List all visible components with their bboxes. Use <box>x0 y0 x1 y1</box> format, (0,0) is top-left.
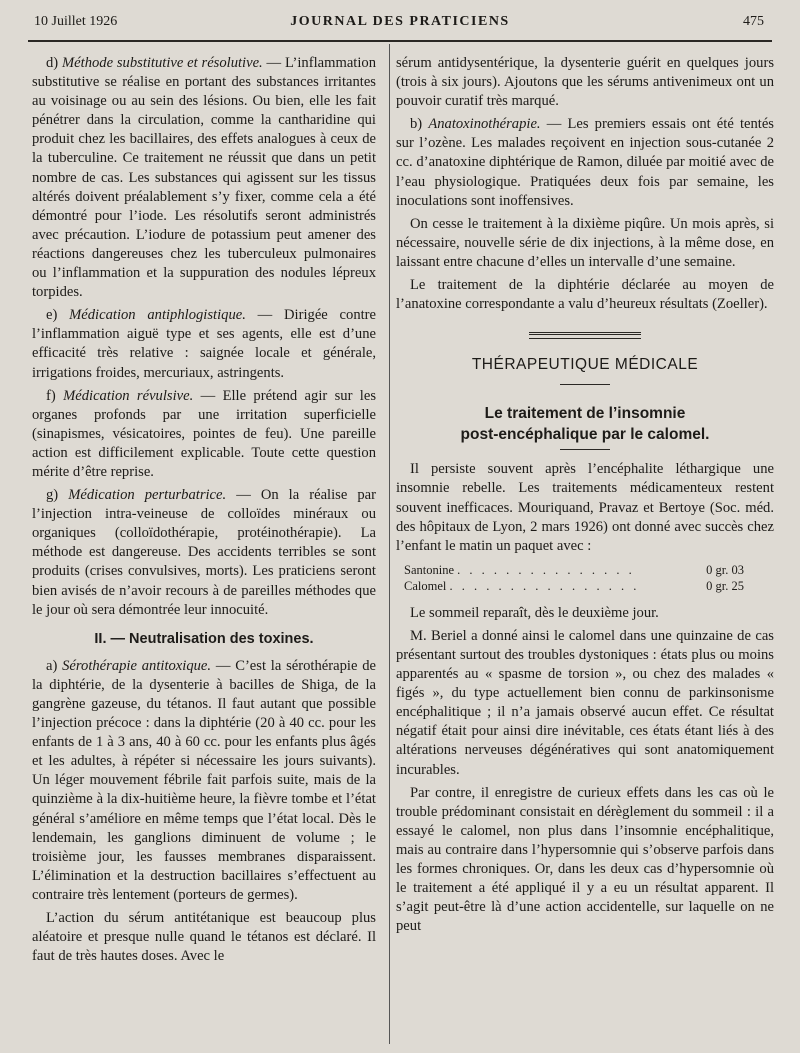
header-page-number: 475 <box>743 14 764 29</box>
article-title: Le traitement de l’insomnie post-encéphalique par le calomel. <box>460 405 710 444</box>
heading-d: Méthode substitutive et résolutive. <box>62 55 263 71</box>
paragraph-beriel: M. Beriel a donné ainsi le calomel dans une quinzaine de cas présentant surtout des troubles dystoniques : états plus ou moins apparentés au « spasme de torsion », ou chez des malades « figés », du type actuellement bien connu de parkinsonisme encéphalitique ; il n’a jamais observé aucun effet. Ce résultat négatif était pour ainsi dire inévitable, ces états étant liés à des altérations nerveuses dégénératives qui sont anatomiquement incurables. <box>396 627 774 778</box>
paragraph-b: b) Anatoxinothérapie. — Les premiers essais ont été tentés sur l’ozène. Les malades reçoivent en injection sous-cutanée 2 cc. d’anatoxine diphtérique de Ramon, diluée par moitié avec de l’eau physiologique. Pratiquées deux fois par semaine, les inoculations sont inoffensives. <box>396 116 774 209</box>
heading-e: Médication antiphlogistique. <box>69 307 246 324</box>
header-rule <box>28 40 772 42</box>
paragraph-par-contre: Par contre, il enregistre de curieux effets dans les cas où le trouble prédominant consistait en dérèglement du sommeil : il a essayé le calomel, non plus dans l’insomnie encéphalitique, mais au contraire dans l’hypersomnie qui s’observe parfois dans les formes chroniques. Or, dans les deux cas d’hypersomnie où le traitement a été appliqué il y a eu un résultat apparent. Il s’agit peut-être là d’une action accidentelle, sur laquelle on ne peut <box>396 784 774 935</box>
rubric-divider <box>529 332 641 339</box>
paragraph-f: f) Médication révulsive. — Elle prétend agir sur les organes profonds par une irritation superficielle (sinapismes, vésicatoires, pointes de feu). Une pareille action est difficilement explicable. Toute cette question mérite d’être reprise. <box>32 387 376 480</box>
heading-g: Médication perturbatrice. <box>68 487 227 504</box>
paragraph-b2: On cesse le traitement à la dixième piqûre. Un mois après, si nécessaire, nouvelle série de dix injections, à la même dose, en laissant entre chacune d’elles un intervalle d’une semaine. <box>396 215 774 270</box>
article-title-underline <box>560 449 610 450</box>
header-journal-title: JOURNAL DES PRATICIENS <box>290 14 510 29</box>
page-header <box>0 12 800 36</box>
section-heading: II. — Neutralisation des toxines. <box>94 630 314 647</box>
header-date: 10 Juillet 1926 <box>34 14 118 29</box>
prescription-row: Calomel . . . . . . . . . . . . . . . . 0 gr. 25 <box>404 578 744 593</box>
column-divider <box>389 44 390 1044</box>
rubric-title: THÉRAPEUTIQUE MÉDICALE <box>471 356 699 374</box>
paragraph-b3: Le traitement de la diphtérie déclarée au moyen de l’anatoxine correspondante a valu d’heureux résultats (Zoeller). <box>396 277 774 313</box>
right-column <box>396 54 774 940</box>
paragraph-sommeil: Le sommeil reparaît, dès le deuxième jour. <box>410 604 659 621</box>
paragraph-g: g) Médication perturbatrice. — On la réalise par l’injection intra-veineuse de colloïdes minéraux ou organiques (colloïdothérapie, protéinothérapie). La méthode est dangereuse. Des accidents terribles se sont produits (crises convulsives, morts). Les praticiens seront bien avisés de n’avoir recours à de pareilles méthodes que le jour où sera démontrée leur innocuité. <box>32 487 376 618</box>
article-intro: Il persiste souvent après l’encéphalite léthargique une insomnie rebelle. Les traitements médicamenteux restent souvent inefficaces. Mouriquand, Pravaz et Bertoye (Soc. méd. des hôpitaux de Lyon, 2 mars 1926) ont donné avec succès chez l’enfant le matin un paquet avec : <box>396 461 774 554</box>
paragraph-tetanos: L’action du sérum antitétanique est beaucoup plus aléatoire et presque nulle quand le tétanos est déclaré. Il faut de très hautes doses. Avec le <box>32 910 376 965</box>
heading-b: Anatoxinothérapie. <box>428 116 541 133</box>
heading-a: Sérothérapie antitoxique. <box>62 657 212 674</box>
left-column <box>32 54 376 970</box>
rubric-underline <box>560 384 610 385</box>
paragraph-a: a) Sérothérapie antitoxique. — C’est la sérothérapie de la diphtérie, de la dysenterie à bacilles de Shiga, de la gangrène gazeuse, du tétanos. Il faut autant que possible l’injection précoce : dans la diphtérie (20 à 40 cc. pour les enfants de 1 à 3 ans, 40 à 60 cc. pour les enfants plus âgés et les adultes, à répéter si nécessaire les jours suivants). Un léger mouvement fébrile fait parfois suite, mais de la quinzième à la dix-huitième heure, la fièvre tombe et l’état général s’améliore en même temps que l’état local. Dès le lendemain, les ganglions diminuent de volume ; le troisième jour, les fausses membranes disparaissent. L’élimination et la destruction bacillaires s’effectuent au contraire très lentement (porteurs de germes). <box>32 657 376 903</box>
heading-f: Médication révulsive. <box>63 387 194 404</box>
prescription-row: Santonine . . . . . . . . . . . . . . . 0 gr. 03 <box>404 562 744 577</box>
prescription <box>404 562 744 594</box>
paragraph-d: d) Méthode substitutive et résolutive. — L’inflammation substitutive se réalise en portant des substances irritantes au voisinage ou au sein des lésions. Ou bien, elle les fait pénétrer dans la circulation, comme la cantharidine qui produit chez les bacillaires, des effets analogues à ceux de la tuberculine. Ce traitement ne réussit que dans un petit nombre de cas. Les substances qui agissent sur les tissus altérés doivent préalablement s’y fixer, comme cela a été démontré pour l’iode. Les résolutifs seront administrés avec précaution. L’iodure de potassium peut amener des réactions dangereuses chez les tuberculeux pulmonaires ou l’inflammation et la suppuration des nodules lépreux torpides. <box>32 55 377 301</box>
paragraph-continued: sérum antidysentérique, la dysenterie guérit en quelques jours (trois à six jours). Ajoutons que les sérums antivenimeux ont un pouvoir curatif très marqué. <box>396 55 774 110</box>
paragraph-e: e) Médication antiphlogistique. — Dirigée contre l’inflammation aiguë type et ses agents, elle est d’une efficacité très relative : saignée locale et générale, irrigations froides, mercuriaux, astringents. <box>32 307 377 381</box>
